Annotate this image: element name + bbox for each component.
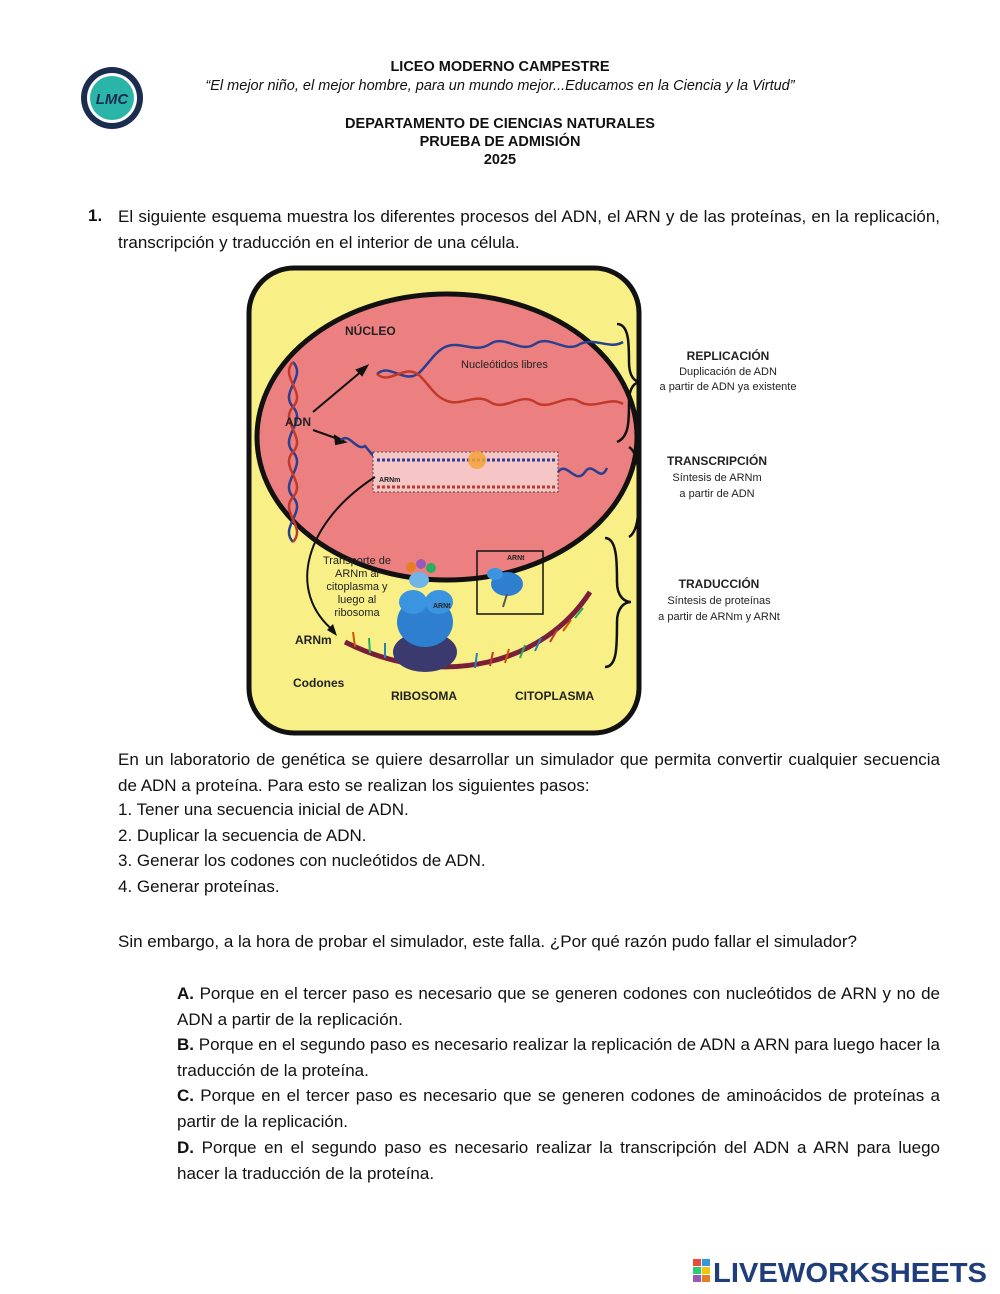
svg-text:ribosoma: ribosoma: [334, 607, 380, 619]
transcription-line-2: a partir de ADN: [679, 488, 755, 500]
svg-text:ARNm al: ARNm al: [334, 568, 380, 580]
option-c[interactable]: [177, 1083, 940, 1134]
svg-text:citoplasma y: citoplasma y: [326, 581, 388, 593]
step-4: 4. Generar proteínas.: [118, 877, 280, 896]
cell-diagram: [245, 262, 815, 737]
test-title: PRUEBA DE ADMISIÓN: [419, 134, 581, 150]
option-b[interactable]: [177, 1032, 940, 1083]
option-b-letter: B.: [177, 1035, 194, 1054]
nucleus: [257, 294, 637, 580]
dna-label: ADN: [285, 415, 311, 429]
option-d[interactable]: [177, 1135, 940, 1186]
option-d-letter: D.: [177, 1138, 194, 1157]
logo-text: LMC: [95, 91, 129, 108]
transcription-line-1: Síntesis de ARNm: [672, 472, 762, 484]
liveworksheets-logo: [693, 1255, 989, 1285]
translation-title: TRADUCCIÓN: [678, 577, 760, 591]
test-year: 2025: [483, 152, 517, 168]
free-nucleotides-label: Nucleótidos libres: [461, 359, 548, 371]
svg-text:Transporte de: Transporte de: [322, 555, 392, 567]
translation-line-2: a partir de ARNm y ARNt: [658, 611, 780, 623]
nucleus-label: NÚCLEO: [345, 324, 396, 338]
school-name: LICEO MODERNO CAMPESTRE: [390, 59, 610, 75]
option-a-letter: A.: [177, 984, 194, 1003]
question-number: 1.: [88, 206, 103, 225]
transcription-title: TRANSCRIPCIÓN: [666, 454, 768, 468]
trna-box-label: ARNt: [507, 555, 525, 562]
liveworksheets-text: LIVEWORKSHEETS: [713, 1257, 987, 1285]
translation-line-1: Síntesis de proteínas: [667, 595, 771, 607]
problem-paragraph: Sin embargo, a la hora de probar el simulador, este falla. ¿Por qué razón pudo fallar el simulador?: [118, 932, 857, 951]
question-text: El siguiente esquema muestra los diferentes procesos del ADN, el ARN y de las proteínas, en la replicación, transcripción y traducción en el interior de una célula.: [118, 207, 940, 252]
ribosome-label: RIBOSOMA: [391, 689, 457, 703]
option-a-text: Porque en el tercer paso es necesario que se generen codones con nucleótidos de ARN y no de ADN a partir de la replicación.: [177, 984, 941, 1029]
option-a[interactable]: [177, 981, 940, 1032]
department-title: DEPARTAMENTO DE CIENCIAS NATURALES: [345, 116, 655, 132]
option-d-text: Porque en el segundo paso es necesario realizar la transcripción del ADN a ARN para luego hacer la traducción de la proteína.: [177, 1138, 941, 1183]
svg-text:luego al: luego al: [337, 594, 377, 606]
intro-paragraph: En un laboratorio de genética se quiere desarrollar un simulador que permita convertir cualquier secuencia de ADN a proteína. Para esto se realizan los siguientes pasos:: [118, 750, 940, 795]
cytoplasm-label: CITOPLASMA: [515, 689, 595, 703]
school-motto: “El mejor niño, el mejor hombre, para un mundo mejor...Educamos en la Ciencia y la Virtud”: [205, 78, 795, 94]
replication-line-2: a partir de ADN ya existente: [659, 381, 797, 393]
step-3: 3. Generar los codones con nucleótidos de ADN.: [118, 851, 486, 870]
option-b-text: Porque en el segundo paso es necesario realizar la replicación de ADN a ARN para luego hacer la traducción de la proteína.: [177, 1035, 940, 1080]
replication-title: REPLICACIÓN: [686, 349, 770, 363]
mrna-label: ARNm: [295, 633, 332, 647]
mrna-small-label: ARNm: [379, 477, 401, 484]
option-c-text: Porque en el tercer paso es necesario que se generen codones de aminoácidos de proteínas a partir de la replicación.: [177, 1086, 940, 1131]
option-c-letter: C.: [177, 1086, 194, 1105]
codons-label: Codones: [293, 676, 345, 690]
step-1: 1. Tener una secuencia inicial de ADN.: [118, 800, 409, 819]
trna-label: ARNt: [433, 603, 451, 610]
step-2: 2. Duplicar la secuencia de ADN.: [118, 826, 367, 845]
replication-line-1: Duplicación de ADN: [679, 366, 777, 378]
